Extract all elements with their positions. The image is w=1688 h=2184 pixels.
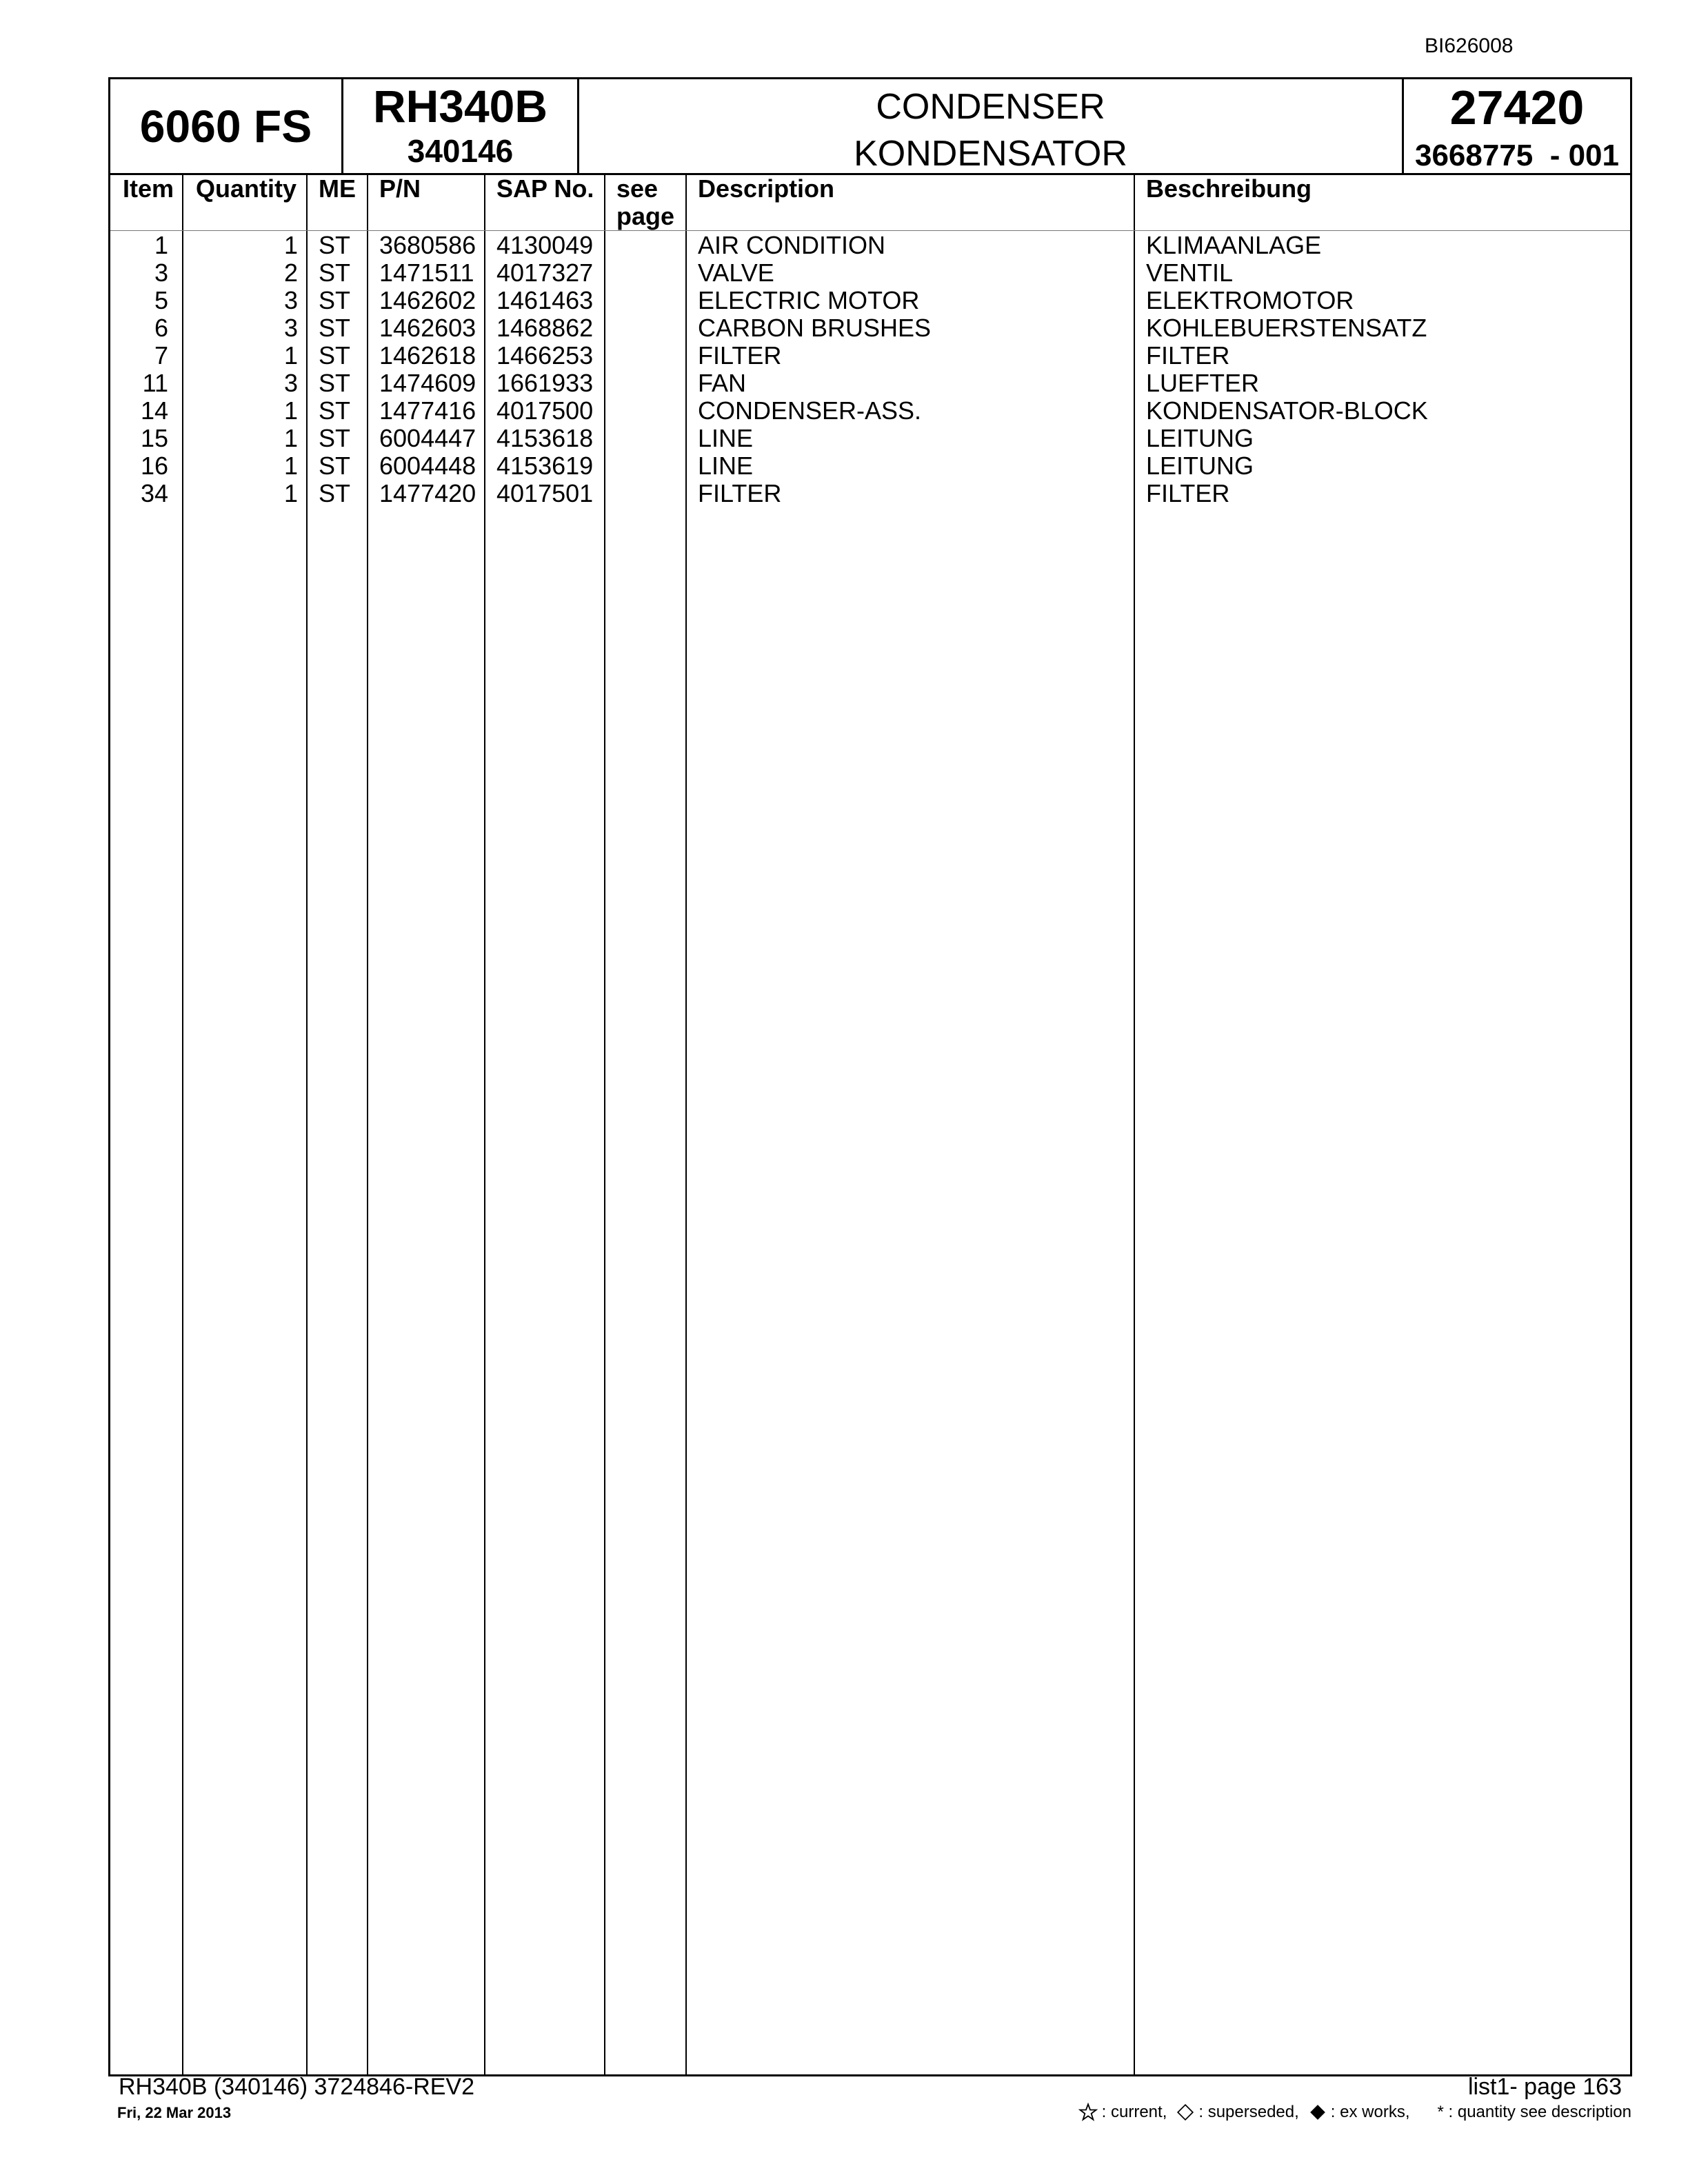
cell-pn: 1471511 [379,259,474,287]
document-id: BI626008 [1425,34,1514,57]
cell-sap: 4153619 [496,452,594,480]
cell-qty: 1 [283,231,298,259]
table-row [110,259,1630,287]
cell-pn: 6004447 [379,424,476,452]
cell-me: ST [319,259,351,287]
cell-qty: 3 [283,286,298,314]
col-header-item: Item [123,174,174,203]
cell-me: ST [319,369,351,397]
cell-sap: 1461463 [496,286,594,314]
cell-pn: 3680586 [379,231,476,259]
cell-besch: LUEFTER [1146,369,1260,397]
page-number: list1- page 163 [1467,2074,1622,2100]
cell-qty: 1 [283,396,298,425]
cell-besch: LEITUNG [1146,424,1254,452]
cell-me: ST [319,452,351,480]
table-row [110,425,1630,452]
legend-superseded: : superseded, [1198,2103,1299,2121]
cell-pn: 1474609 [379,369,476,397]
col-header-quantity: Quantity [196,174,297,203]
cell-pn: 6004448 [379,452,476,480]
cell-item: 34 [140,479,168,507]
table-row [110,314,1630,342]
cell-desc: LINE [698,452,754,480]
col-header-pn: P/N [379,174,421,203]
table-row [110,287,1630,314]
cell-sap: 1466253 [496,341,594,370]
group-number: 27420 [1449,81,1585,134]
cell-sap: 1468862 [496,314,594,342]
cell-qty: 1 [283,424,298,452]
cell-besch: KOHLEBUERSTENSATZ [1146,314,1427,342]
cell-besch: FILTER [1146,341,1230,370]
cell-sap: 4017501 [496,479,594,507]
cell-item: 6 [154,314,168,342]
cell-pn: 1477416 [379,396,476,425]
cell-sap: 4017500 [496,396,594,425]
serial-number: 340146 [407,133,514,169]
table-row [110,480,1630,507]
legend-current: : current, [1101,2103,1167,2121]
star-icon [1078,2103,1098,2122]
cell-desc: LINE [698,424,754,452]
legend [1078,2103,1631,2122]
table-row [110,370,1630,397]
col-header-beschreibung: Beschreibung [1146,174,1312,203]
cell-besch: VENTIL [1146,259,1234,287]
legend-quantity: * : quantity see description [1437,2103,1631,2121]
cell-sap: 4153618 [496,424,594,452]
cell-qty: 1 [283,479,298,507]
cell-sap: 1661933 [496,369,594,397]
header-block [108,77,1632,175]
cell-me: ST [319,424,351,452]
cell-item: 11 [142,369,168,397]
model-name: 6060 FS [139,101,312,152]
cell-qty: 3 [283,369,298,397]
table-row [110,232,1630,259]
col-header-description: Description [698,174,835,203]
cell-item: 7 [154,341,168,370]
cell-pn: 1477420 [379,479,476,507]
cell-item: 15 [140,424,168,452]
parts-table [108,175,1632,2076]
table-row [110,342,1630,370]
cell-item: 5 [154,286,168,314]
cell-pn: 1462603 [379,314,476,342]
cell-desc: FILTER [698,479,782,507]
cell-qty: 2 [283,259,298,287]
diamond-filled-icon [1309,2103,1327,2121]
cell-qty: 1 [283,341,298,370]
cell-pn: 1462618 [379,341,476,370]
cell-pn: 1462602 [379,286,476,314]
cell-item: 1 [154,231,168,259]
print-date: Fri, 22 Mar 2013 [117,2104,232,2121]
table-row [110,452,1630,480]
cell-besch: ELEKTROMOTOR [1146,286,1354,314]
cell-qty: 3 [283,314,298,342]
cell-desc: FAN [698,369,747,397]
col-header-see: see [616,174,659,203]
diamond-outline-icon [1176,2103,1194,2121]
cell-besch: FILTER [1146,479,1230,507]
group-reference: 3668775 - 001 [1414,139,1620,172]
title-german: KONDENSATOR [854,134,1127,174]
cell-besch: KONDENSATOR-BLOCK [1146,396,1428,425]
machine-cell [343,79,579,173]
title-english: CONDENSER [876,87,1105,127]
title-cell [579,79,1404,173]
col-header-sap: SAP No. [496,174,594,203]
cell-sap: 4017327 [496,259,594,287]
cell-item: 16 [140,452,168,480]
cell-desc: VALVE [698,259,774,287]
cell-item: 3 [154,259,168,287]
legend-ex-works: : ex works, [1330,2103,1410,2121]
cell-me: ST [319,286,351,314]
col-header-page: page [616,202,675,230]
cell-sap: 4130049 [496,231,594,259]
machine-type: RH340B [372,81,548,132]
cell-me: ST [319,314,351,342]
cell-me: ST [319,231,351,259]
document-reference: RH340B (340146) 3724846-REV2 [119,2074,475,2100]
cell-desc: ELECTRIC MOTOR [698,286,920,314]
cell-me: ST [319,396,351,425]
cell-me: ST [319,341,351,370]
cell-desc: CONDENSER-ASS. [698,396,922,425]
model-cell [110,79,343,173]
cell-me: ST [319,479,351,507]
cell-desc: AIR CONDITION [698,231,886,259]
cell-item: 14 [140,396,168,425]
cell-besch: LEITUNG [1146,452,1254,480]
cell-qty: 1 [283,452,298,480]
table-row [110,397,1630,425]
col-header-me: ME [319,174,356,203]
cell-besch: KLIMAANLAGE [1146,231,1322,259]
cell-desc: CARBON BRUSHES [698,314,932,342]
group-cell [1404,79,1630,173]
cell-desc: FILTER [698,341,782,370]
